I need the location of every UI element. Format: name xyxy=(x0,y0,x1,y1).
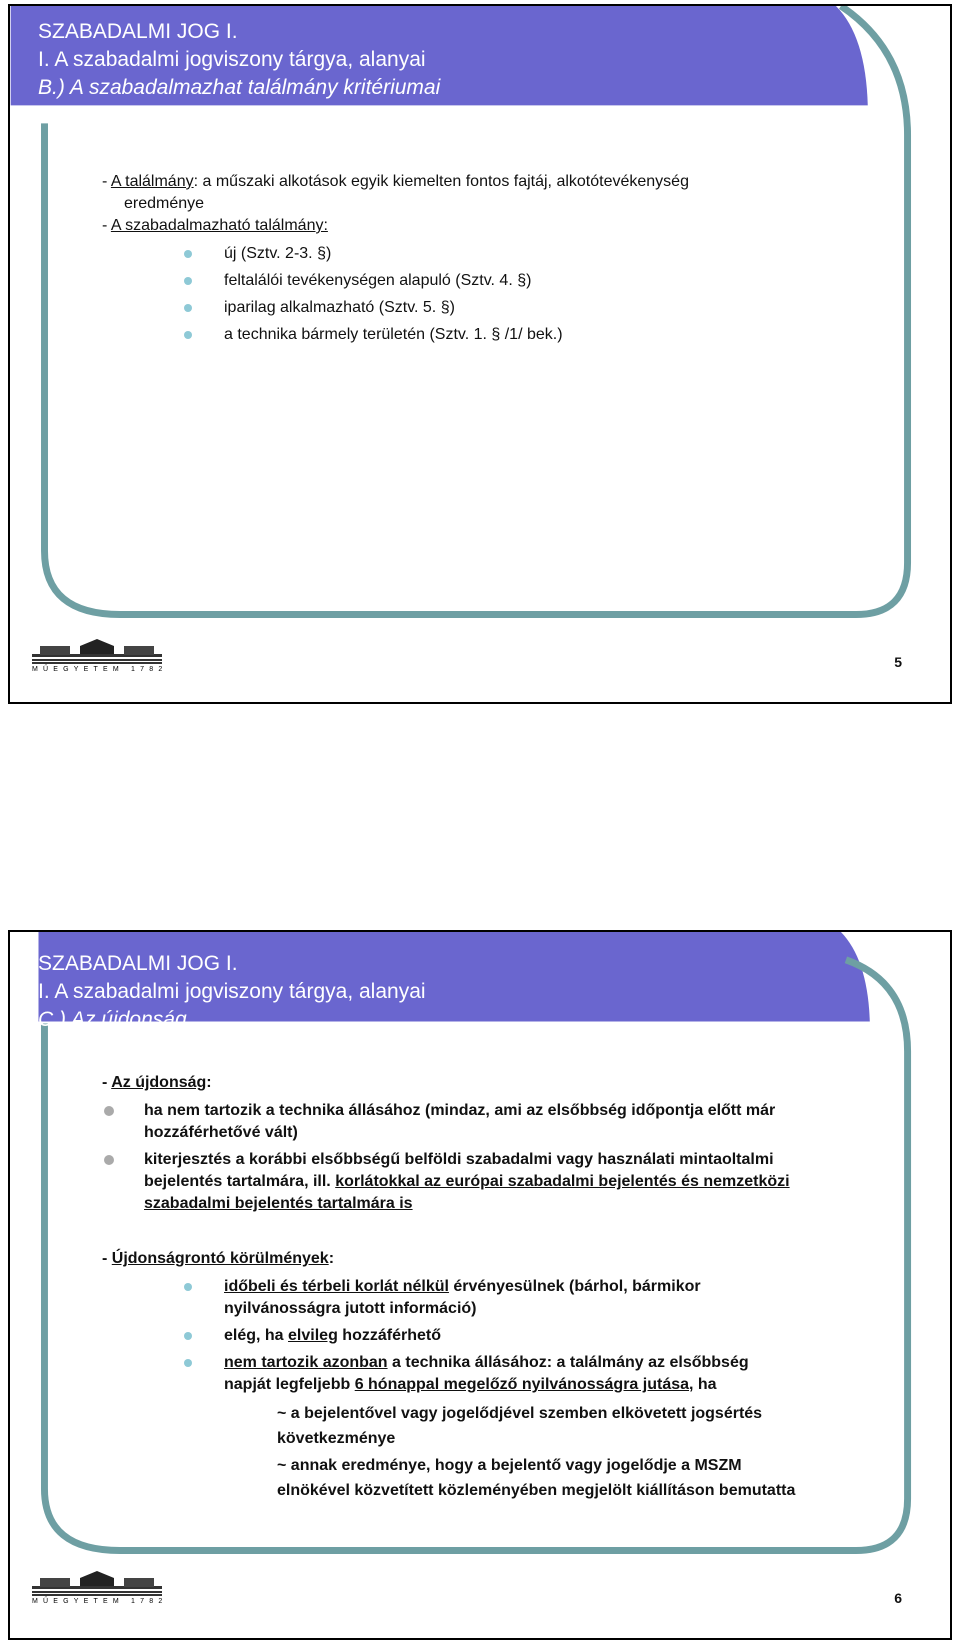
logo-text: MŰEGYETEM 1782 xyxy=(32,666,168,673)
list-item: ha nem tartozik a technika állásához (mindaz, ami az elsőbbség időpontja előtt már hozzáférhetővé vált) xyxy=(102,1100,795,1144)
bullet-icon xyxy=(184,250,192,258)
list-item: a technika bármely területén (Sztv. 1. § /1/ bek.) xyxy=(102,324,689,346)
list-item: időbeli és térbeli korlát nélkül érvényesülnek (bárhol, bármikor nyilvánosságra jutott információ) xyxy=(102,1276,795,1320)
term-novelty: Az újdonság xyxy=(111,1074,207,1091)
term-patentable: A szabadalmazható találmány: xyxy=(110,217,328,234)
bullet-icon xyxy=(184,331,192,339)
building-icon xyxy=(32,1570,162,1598)
slide-5 xyxy=(8,4,952,704)
course-title: SZABADALMI JOG I. xyxy=(38,952,238,975)
bullet-icon xyxy=(184,304,192,312)
slide-body xyxy=(102,171,689,351)
page-number: 6 xyxy=(894,1590,902,1606)
definition-line: - A találmány: a műszaki alkotások egyik kiemelten fontos fajtáj, alkotótevékenység xyxy=(102,173,689,190)
list-item: feltalálói tevékenységen alapuló (Sztv. 4. §) xyxy=(102,270,689,292)
university-logo xyxy=(32,1570,168,1610)
bullet-icon xyxy=(104,1106,114,1116)
header-rule xyxy=(50,125,816,128)
criteria-heading: - A szabadalmazható találmány: xyxy=(102,217,328,234)
slide-title xyxy=(38,950,426,1034)
term-invention: A találmány xyxy=(110,173,194,190)
list-item: elég, ha elvileg hozzáférhető xyxy=(102,1325,795,1347)
list-item: iparilag alkalmazható (Sztv. 5. §) xyxy=(102,297,689,319)
bullet-icon xyxy=(184,277,192,285)
university-logo xyxy=(32,638,168,678)
chapter-title: I. A szabadalmi jogviszony tárgya, alanyai xyxy=(38,980,426,1003)
definition-line-cont: eredménye xyxy=(124,195,205,212)
page-number: 5 xyxy=(894,654,902,670)
slide-body xyxy=(102,1072,795,1503)
slide-6 xyxy=(8,930,952,1640)
list-item: új (Sztv. 2-3. §) xyxy=(102,243,689,265)
section-title: C.) Az újdonság xyxy=(38,1008,187,1031)
novelty-destroying-heading: - Újdonságrontó körülmények: xyxy=(102,1250,335,1267)
sub-item: ~ a bejelentővel vagy jogelődjével szemben elkövetett jogsértés következménye xyxy=(277,1405,763,1447)
novelty-heading: - Az újdonság: xyxy=(102,1074,212,1091)
bullet-icon xyxy=(104,1155,114,1165)
bullet-icon xyxy=(184,1283,192,1291)
section-title: B.) A szabadalmazhat találmány kritériumai xyxy=(38,76,441,99)
slide-title xyxy=(38,18,440,102)
list-item: nem tartozik azonban a technika állásához: a találmány az elsőbbség napját legfeljebb 6 hónappal megelőző nyilvánosságra jutása, ha xyxy=(102,1352,795,1396)
list-item: kiterjesztés a korábbi elsőbbségű belföldi szabadalmi vagy használati mintaoltalmi bejelentés tartalmára, ill. korlátokkal az európai szabadalmi bejelentés és nemzetközi szabadalmi bejelentés tartalmára is xyxy=(102,1149,795,1215)
course-title: SZABADALMI JOG I. xyxy=(38,20,238,43)
bullet-icon xyxy=(184,1332,192,1340)
logo-text: MŰEGYETEM 1782 xyxy=(32,1598,168,1605)
bullet-icon xyxy=(184,1359,192,1367)
term-novelty-destroying: Újdonságrontó körülmények xyxy=(111,1250,329,1267)
slide-frame xyxy=(10,6,950,702)
chapter-title: I. A szabadalmi jogviszony tárgya, alanyai xyxy=(38,48,426,71)
building-icon xyxy=(32,638,162,666)
sub-item: ~ annak eredménye, hogy a bejelentő vagy jogelődje a MSZM elnökével közvetített közleményében megjelölt kiállításon bemutatta xyxy=(277,1457,796,1499)
